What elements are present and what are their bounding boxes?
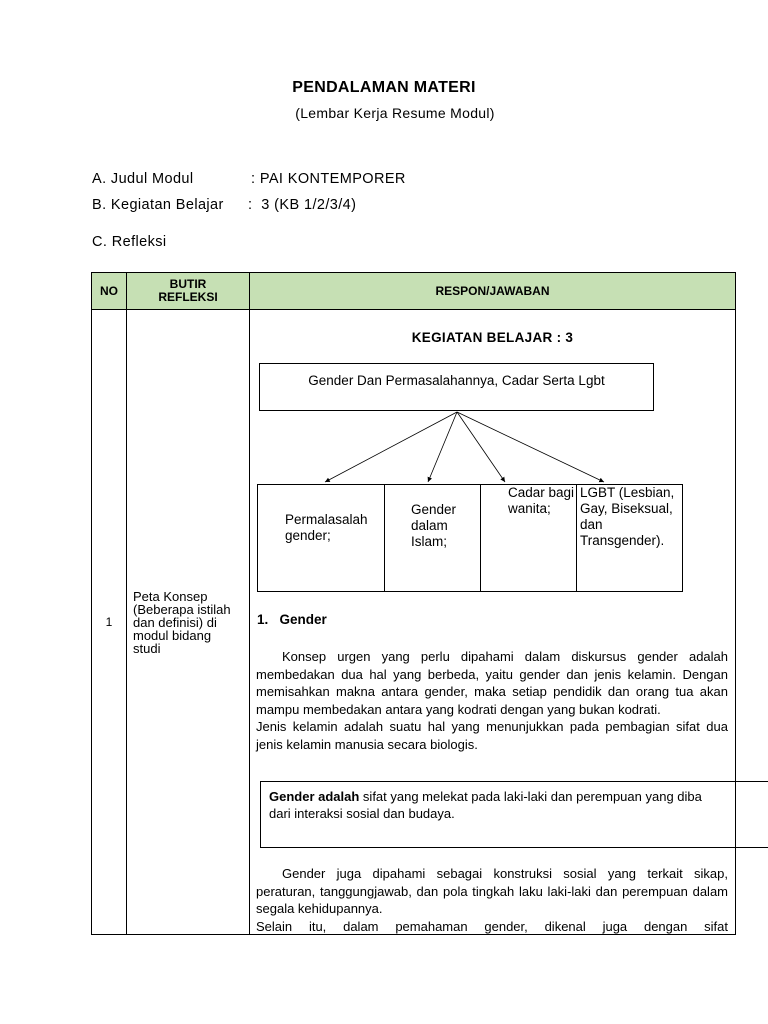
section-heading-gender: 1. Gender: [257, 612, 327, 627]
concept-main-box: Gender Dan Permasalahannya, Cadar Serta Lgbt: [259, 363, 654, 411]
table-header-row: [92, 273, 736, 310]
gender-paragraph-2: [256, 865, 728, 935]
judul-modul-value: : PAI KONTEMPORER: [251, 171, 406, 187]
concept-sub-4: LGBT (Lesbian, Gay, Biseksual, dan Transgender).: [576, 485, 682, 591]
row-response: [250, 310, 736, 935]
definition-text-2: dari interaksi sosial dan budaya.: [269, 806, 455, 821]
definition-term: Gender adalah: [269, 789, 360, 804]
paragraph-text: Gender juga dipahami sebagai konstruksi sosial yang terkait sikap, peraturan, tanggungjawab, dan pola tingkah laku laki-laki dan perempuan dalam segala kehidupannya.: [256, 866, 728, 916]
arrow-1: [325, 412, 457, 482]
concept-sub-1: Permalasalah gender;: [285, 512, 368, 543]
table-row: [92, 310, 736, 935]
judul-modul-label: A. Judul Modul: [92, 171, 194, 187]
page-title: PENDALAMAN MATERI: [292, 79, 476, 96]
concept-sub-2: Gender dalam Islam;: [384, 485, 480, 591]
header-no: NO: [92, 273, 127, 310]
refleksi-label: C. Refleksi: [92, 234, 167, 250]
paragraph-text: Jenis kelamin adalah suatu hal yang menunjukkan pada pembagian sifat dua jenis kelamin manusia secara biologis.: [256, 719, 728, 752]
concept-sub-3: Cadar bagi wanita;: [480, 485, 576, 591]
row-butir: Peta Konsep (Beberapa istilah dan definisi) di modul bidang studi: [127, 310, 250, 935]
row-number: 1: [92, 310, 127, 935]
gender-definition-box: [260, 781, 768, 848]
kegiatan-title: KEGIATAN BELAJAR : 3: [411, 330, 574, 345]
paragraph-text: Konsep urgen yang perlu dipahami dalam diskursus gender adalah membedakan dua hal yang berbeda, yaitu gender dan jenis kelamin. Dengan memisahkan makna antara gender, maka setiap pendidik dan orang tua akan mampu membedakan antara yang kodrati dengan yang bukan kodrati.: [256, 649, 728, 717]
arrow-2: [428, 412, 457, 482]
gender-paragraph-1: [256, 648, 728, 753]
page-subtitle: (Lembar Kerja Resume Modul): [295, 105, 495, 121]
concept-arrows: [250, 310, 736, 510]
header-butir: BUTIR REFLEKSI: [127, 273, 250, 310]
arrow-3: [457, 412, 505, 482]
header-respon: RESPON/JAWABAN: [250, 273, 736, 310]
arrow-4: [457, 412, 604, 482]
concept-sub-row: [257, 484, 683, 592]
kegiatan-belajar-value: : 3 (KB 1/2/3/4): [248, 197, 357, 213]
kegiatan-belajar-label: B. Kegiatan Belajar: [92, 197, 224, 213]
reflection-table: [91, 272, 736, 935]
paragraph-text: Selain itu, dalam pemahaman gender, dikenal juga dengan sifat: [256, 918, 728, 934]
definition-text: sifat yang melekat pada laki-laki dan perempuan yang diba: [359, 789, 702, 804]
